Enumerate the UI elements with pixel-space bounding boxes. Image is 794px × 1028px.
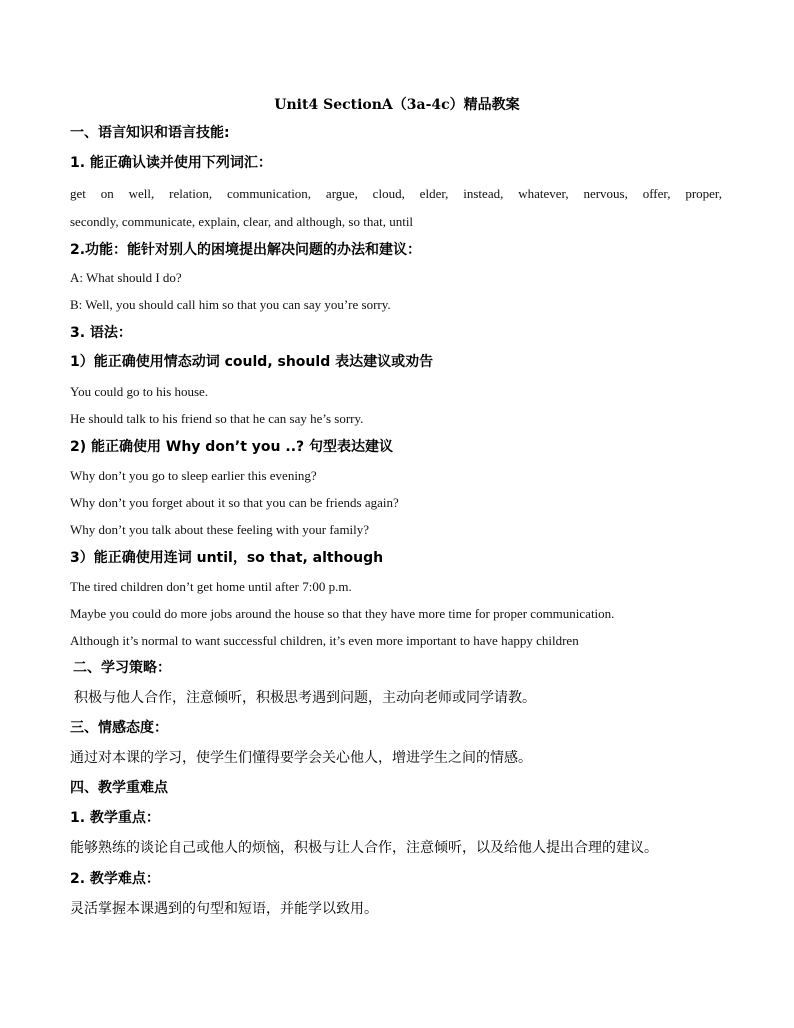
focus-body: 能够熟练的谈论自己或他人的烦恼，积极与让人合作，注意倾听，以及给他人提出合理的建议。 [70, 840, 658, 856]
section3-heading: 三、情感态度： [70, 720, 168, 736]
section2-body: 积极与他人合作，注意倾听，积极思考遇到问题，主动向老师或同学请教。 [74, 690, 536, 706]
grammar-3-example-2: Maybe you could do more jobs around the house so that they have more time for proper communication. [70, 606, 615, 621]
difficulty-heading: 2. 教学难点： [70, 871, 160, 887]
section1-heading: 一、语言知识和语言技能: [70, 125, 230, 141]
grammar-2-example-1: Why don’t you go to sleep earlier this evening? [70, 468, 317, 483]
grammar-3-example-1: The tired children don’t get home until after 7:00 p.m. [70, 579, 352, 594]
function-heading: 2.功能：能针对别人的困境提出解决问题的办法和建议： [70, 242, 422, 258]
vocab-line-1: get on well, relation, communication, argue, cloud, elder, instead, whatever, nervous, offer, proper, [70, 186, 722, 201]
section3-body: 通过对本课的学习，使学生们懂得要学会关心他人，增进学生之间的情感。 [70, 750, 532, 766]
page-title: Unit4 SectionA（3a-4c）精品教案 [274, 97, 520, 113]
focus-heading: 1. 教学重点： [70, 810, 160, 826]
grammar-3-example-3: Although it’s normal to want successful children, it’s even more important to have happy children [70, 633, 579, 648]
difficulty-body: 灵活掌握本课遇到的句型和短语，并能学以致用。 [70, 901, 378, 917]
grammar-2-example-3: Why don’t you talk about these feeling with your family? [70, 522, 370, 537]
grammar-2-example-2: Why don’t you forget about it so that you can be friends again? [70, 495, 399, 510]
grammar-1-example-1: You could go to his house. [70, 384, 209, 399]
grammar-heading: 3. 语法： [70, 325, 132, 341]
section4-heading: 四、教学重难点 [70, 780, 168, 796]
section2-heading: 二、学习策略： [73, 660, 171, 676]
grammar-3-heading: 3）能正确使用连词 until，so that, although [70, 550, 384, 566]
grammar-1-example-2: He should talk to his friend so that he can say he’s sorry. [70, 411, 364, 426]
grammar-1-heading: 1）能正确使用情态动词 could, should 表达建议或劝告 [70, 354, 434, 370]
function-example-a: A: What should I do? [70, 270, 182, 285]
vocab-line-2: secondly, communicate, explain, clear, and although, so that, until [70, 214, 414, 229]
vocab-heading: 1. 能正确认读并使用下列词汇： [70, 155, 272, 171]
function-example-b: B: Well, you should call him so that you can say you’re sorry. [70, 297, 391, 312]
grammar-2-heading: 2) 能正确使用 Why don’t you ..? 句型表达建议 [70, 439, 394, 455]
